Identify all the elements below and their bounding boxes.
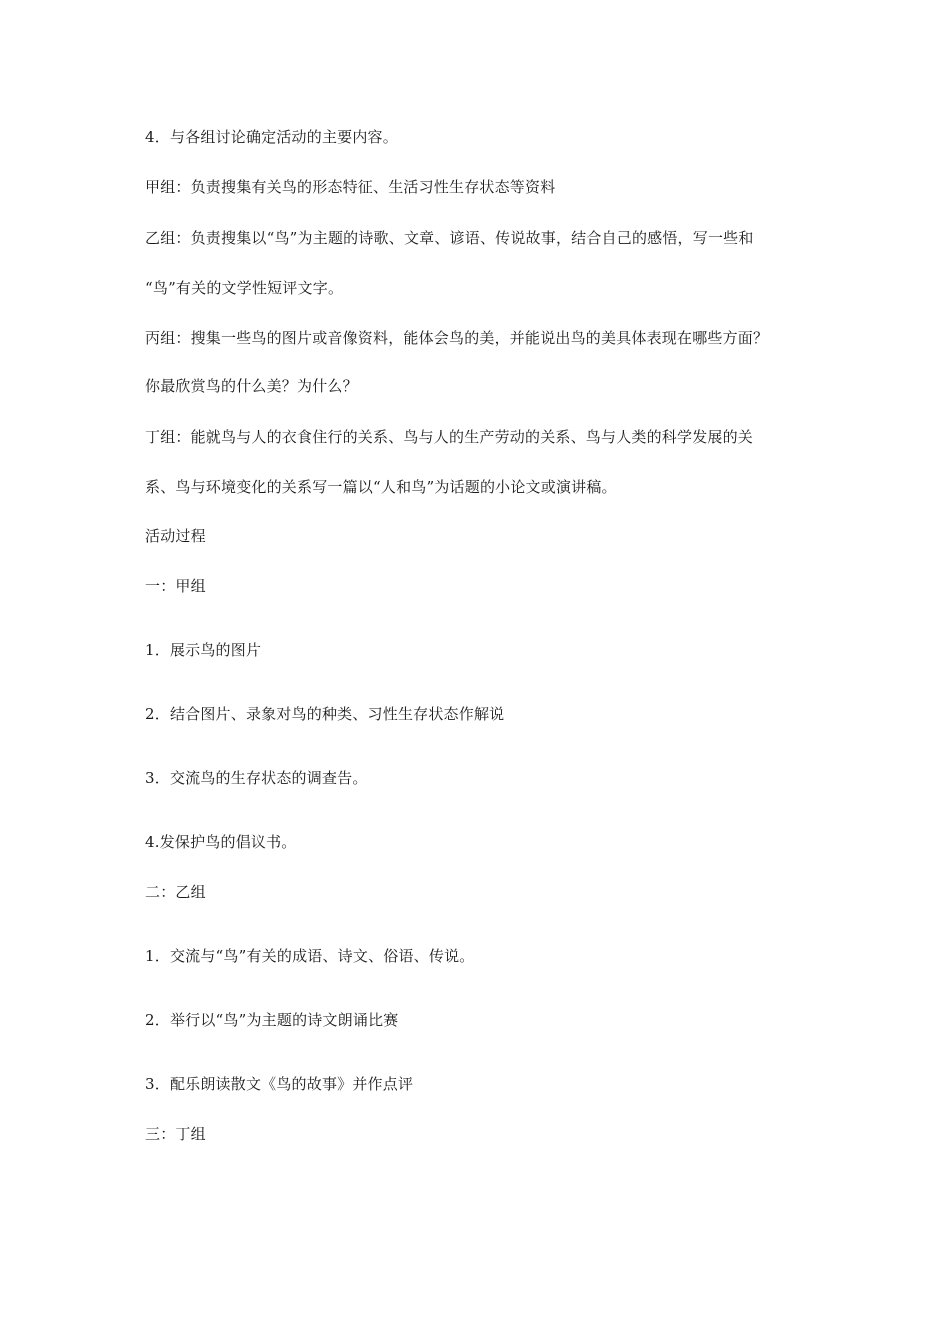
list-item-jia-3: 3．交流鸟的生存状态的调查告。 <box>145 769 368 787</box>
text-line-group-jia: 甲组：负责搜集有关鸟的形态特征、生活习性生存状态等资料 <box>145 178 556 196</box>
text-line-group-bing: 丙组：搜集一些鸟的图片或音像资料，能体会鸟的美，并能说出鸟的美具体表现在哪些方面？ <box>145 329 769 347</box>
text-line-group-yi: 乙组：负责搜集以“鸟”为主题的诗歌、文章、谚语、传说故事，结合自己的感悟，写一些和 <box>145 229 754 247</box>
list-item-yi-1: 1．交流与“鸟”有关的成语、诗文、俗语、传说。 <box>145 947 475 965</box>
section-heading-jia: 一：甲组 <box>145 577 206 595</box>
section-heading-yi: 二：乙组 <box>145 883 206 901</box>
text-line-group-ding: 丁组：能就鸟与人的衣食住行的关系、鸟与人的生产劳动的关系、鸟与人类的科学发展的关 <box>145 428 754 446</box>
list-item-jia-4: 4.发保护鸟的倡议书。 <box>145 833 297 851</box>
text-line-group-ding-cont: 系、鸟与环境变化的关系写一篇以“人和鸟”为话题的小论文或演讲稿。 <box>145 478 617 496</box>
section-heading-activity-process: 活动过程 <box>145 527 206 545</box>
text-line-discuss-content: 4．与各组讨论确定活动的主要内容。 <box>145 128 398 146</box>
section-heading-ding: 三：丁组 <box>145 1125 206 1143</box>
list-item-yi-3: 3．配乐朗读散文《鸟的故事》并作点评 <box>145 1075 414 1093</box>
list-item-jia-1: 1．展示鸟的图片 <box>145 641 262 659</box>
list-item-yi-2: 2．举行以“鸟”为主题的诗文朗诵比赛 <box>145 1011 399 1029</box>
text-line-group-bing-cont: 你最欣赏鸟的什么美？为什么？ <box>145 377 358 395</box>
list-item-jia-2: 2．结合图片、录象对鸟的种类、习性生存状态作解说 <box>145 705 505 723</box>
text-line-group-yi-cont: “鸟”有关的文学性短评文字。 <box>145 279 344 297</box>
